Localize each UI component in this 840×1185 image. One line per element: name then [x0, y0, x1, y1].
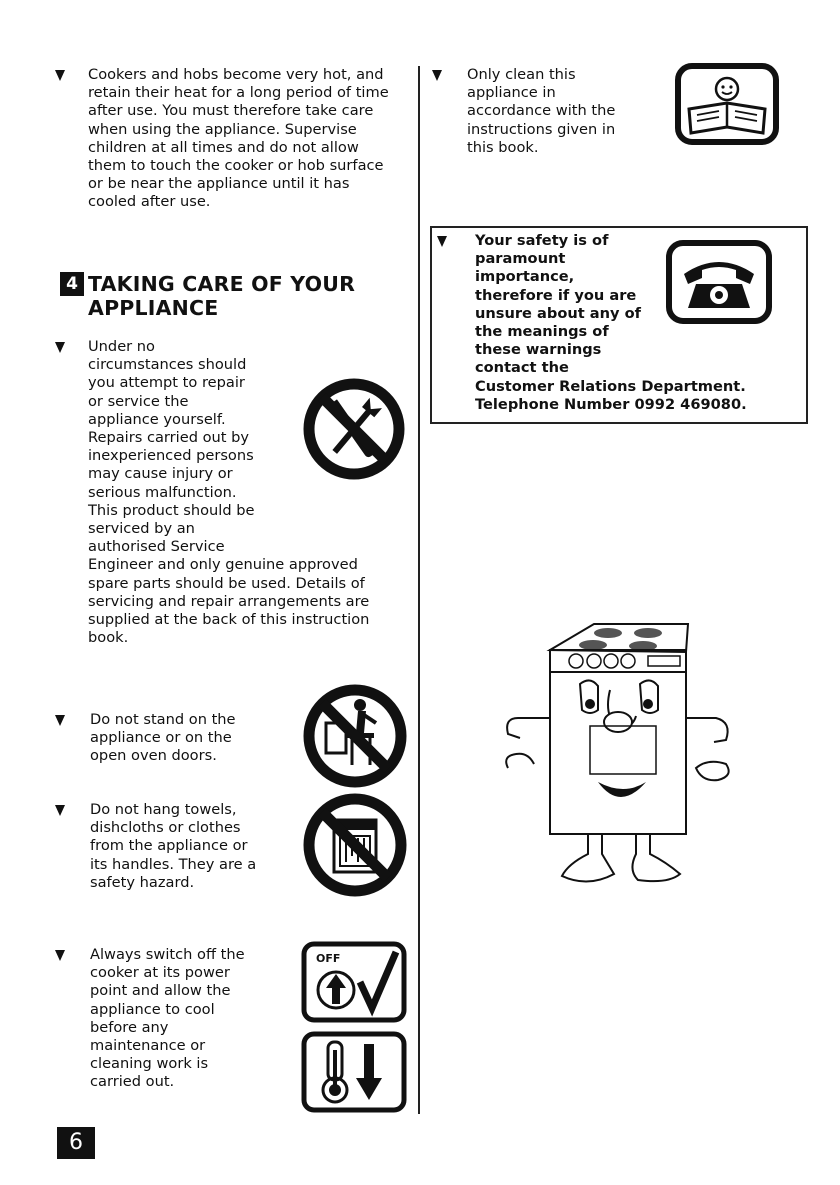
telephone-icon — [666, 240, 772, 324]
reading-person-icon — [675, 63, 779, 145]
down-triangle-icon — [55, 342, 65, 353]
down-triangle-icon — [55, 950, 65, 961]
switch-warning-text: Always switch off the cooker at its power point and allow the appliance to cool before any maintenance or cleaning work is carried out. — [90, 946, 245, 1091]
down-triangle-icon — [55, 715, 65, 726]
no-towels-icon — [302, 792, 408, 898]
hot-warning-text: Cookers and hobs become very hot, and retain their heat for a long period of time after use. You must therefore take care when using the appliance. Supervise children at all times and do not allow them to touch the cooker or hob surface or be near the appliance until it has cooled after use. — [88, 66, 389, 211]
stand-warning-text: Do not stand on the appliance or on the open oven doors. — [90, 711, 236, 765]
cooker-mascot-icon — [498, 618, 738, 898]
safety-notice-text: Your safety is of paramount importance, therefore if you are unsure about any of the meanings of these warnings contact the Customer Relations Department. Telephone Number 0992 469080. — [475, 232, 747, 413]
section-number-badge: 4 — [60, 272, 84, 296]
down-triangle-icon — [55, 70, 65, 81]
down-triangle-icon — [437, 236, 447, 247]
switch-off-icon — [302, 942, 406, 1022]
towel-warning-text: Do not hang towels, dishcloths or clothes from the appliance or its handles. They are a safety hazard. — [90, 801, 257, 891]
page-number: 6 — [57, 1127, 95, 1159]
cool-down-icon — [302, 1032, 406, 1112]
column-divider — [418, 66, 420, 1114]
section-title: TAKING CARE OF YOUR APPLIANCE — [88, 272, 356, 320]
off-label: OFF — [316, 952, 341, 965]
down-triangle-icon — [432, 70, 442, 81]
no-repair-icon — [302, 377, 406, 481]
no-standing-icon — [302, 683, 408, 789]
down-triangle-icon — [55, 805, 65, 816]
clean-warning-text: Only clean this appliance in accordance with the instructions given in this book. — [467, 66, 616, 156]
repair-warning-text: Under no circumstances should you attempt to repair or service the appliance yourself. Repairs carried out by inexperienced persons may cause injury or serious malfunction. This product should be serviced by an authorised Service Engineer and only genuine approved spare parts should be used. Details of servicing and repair arrangements are supplied at the back of this instruction book. — [88, 338, 370, 647]
